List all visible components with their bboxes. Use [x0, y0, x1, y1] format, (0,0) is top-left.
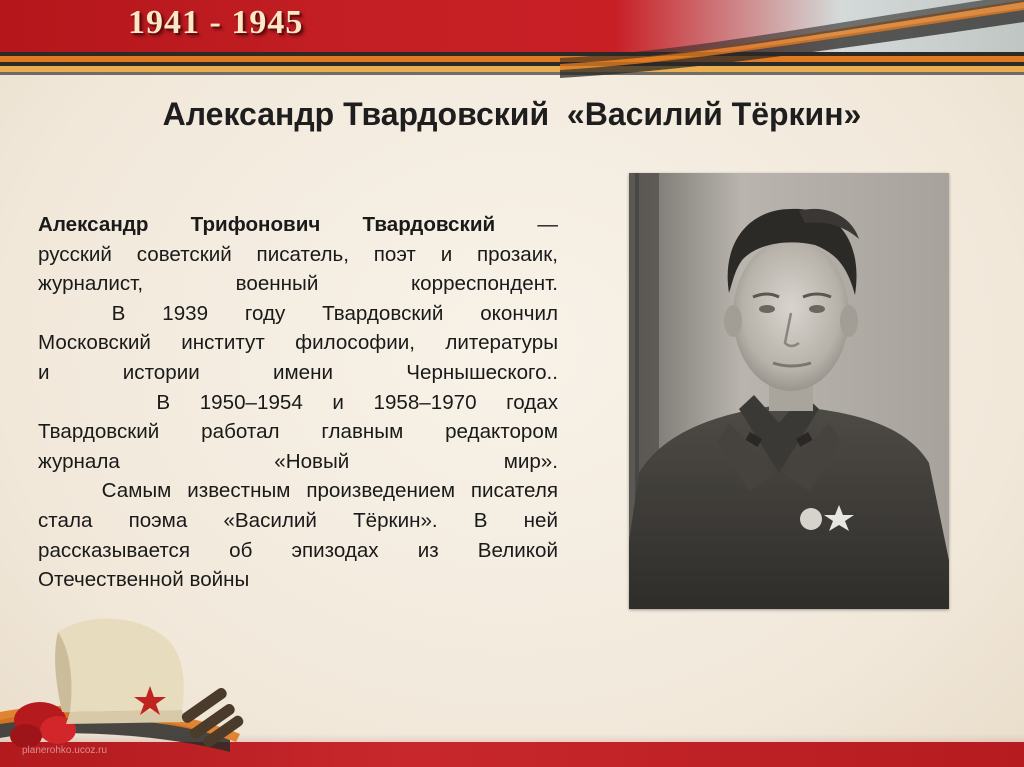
bio-line-7: В 1950–1954 и 1958–1970 годах [38, 390, 558, 414]
bio-line-11: стала поэма «Василий Тёркин». В ней [38, 508, 558, 532]
soldier-cap-decoration [0, 600, 260, 767]
biography-text [38, 210, 558, 595]
bio-line-6: и истории имени Чернышеского.. [38, 360, 558, 384]
bio-line-10: Самым известным произведением писателя [38, 479, 558, 503]
banner-years: 1941 - 1945 [128, 4, 304, 41]
bio-line-2: русский советский писатель, поэт и прозаик, [38, 242, 558, 266]
portrait-photo [629, 173, 949, 609]
slide-title: Александр Твардовский «Василий Тёркин» [162, 96, 862, 132]
bio-line-5: Московский институт философии, литературы [38, 331, 558, 355]
bio-line-9: журнала «Новый мир». [38, 449, 558, 473]
bio-line-1: Александр Трифонович Твардовский — [38, 213, 558, 236]
watermark: planerohko.ucoz.ru [22, 745, 108, 756]
bio-line-12: рассказывается об эпизодах из Великой [38, 538, 558, 562]
author-name: Александр Трифонович Твардовский [38, 213, 496, 236]
bio-line-4: В 1939 году Твардовский окончил [38, 301, 558, 325]
bio-line-3: журналист, военный корреспондент. [38, 272, 558, 296]
bio-line-13: Отечественной войны [38, 568, 250, 592]
bio-line-8: Твардовский работал главным редактором [38, 420, 558, 444]
flowing-ribbon-decoration [560, 0, 1024, 80]
